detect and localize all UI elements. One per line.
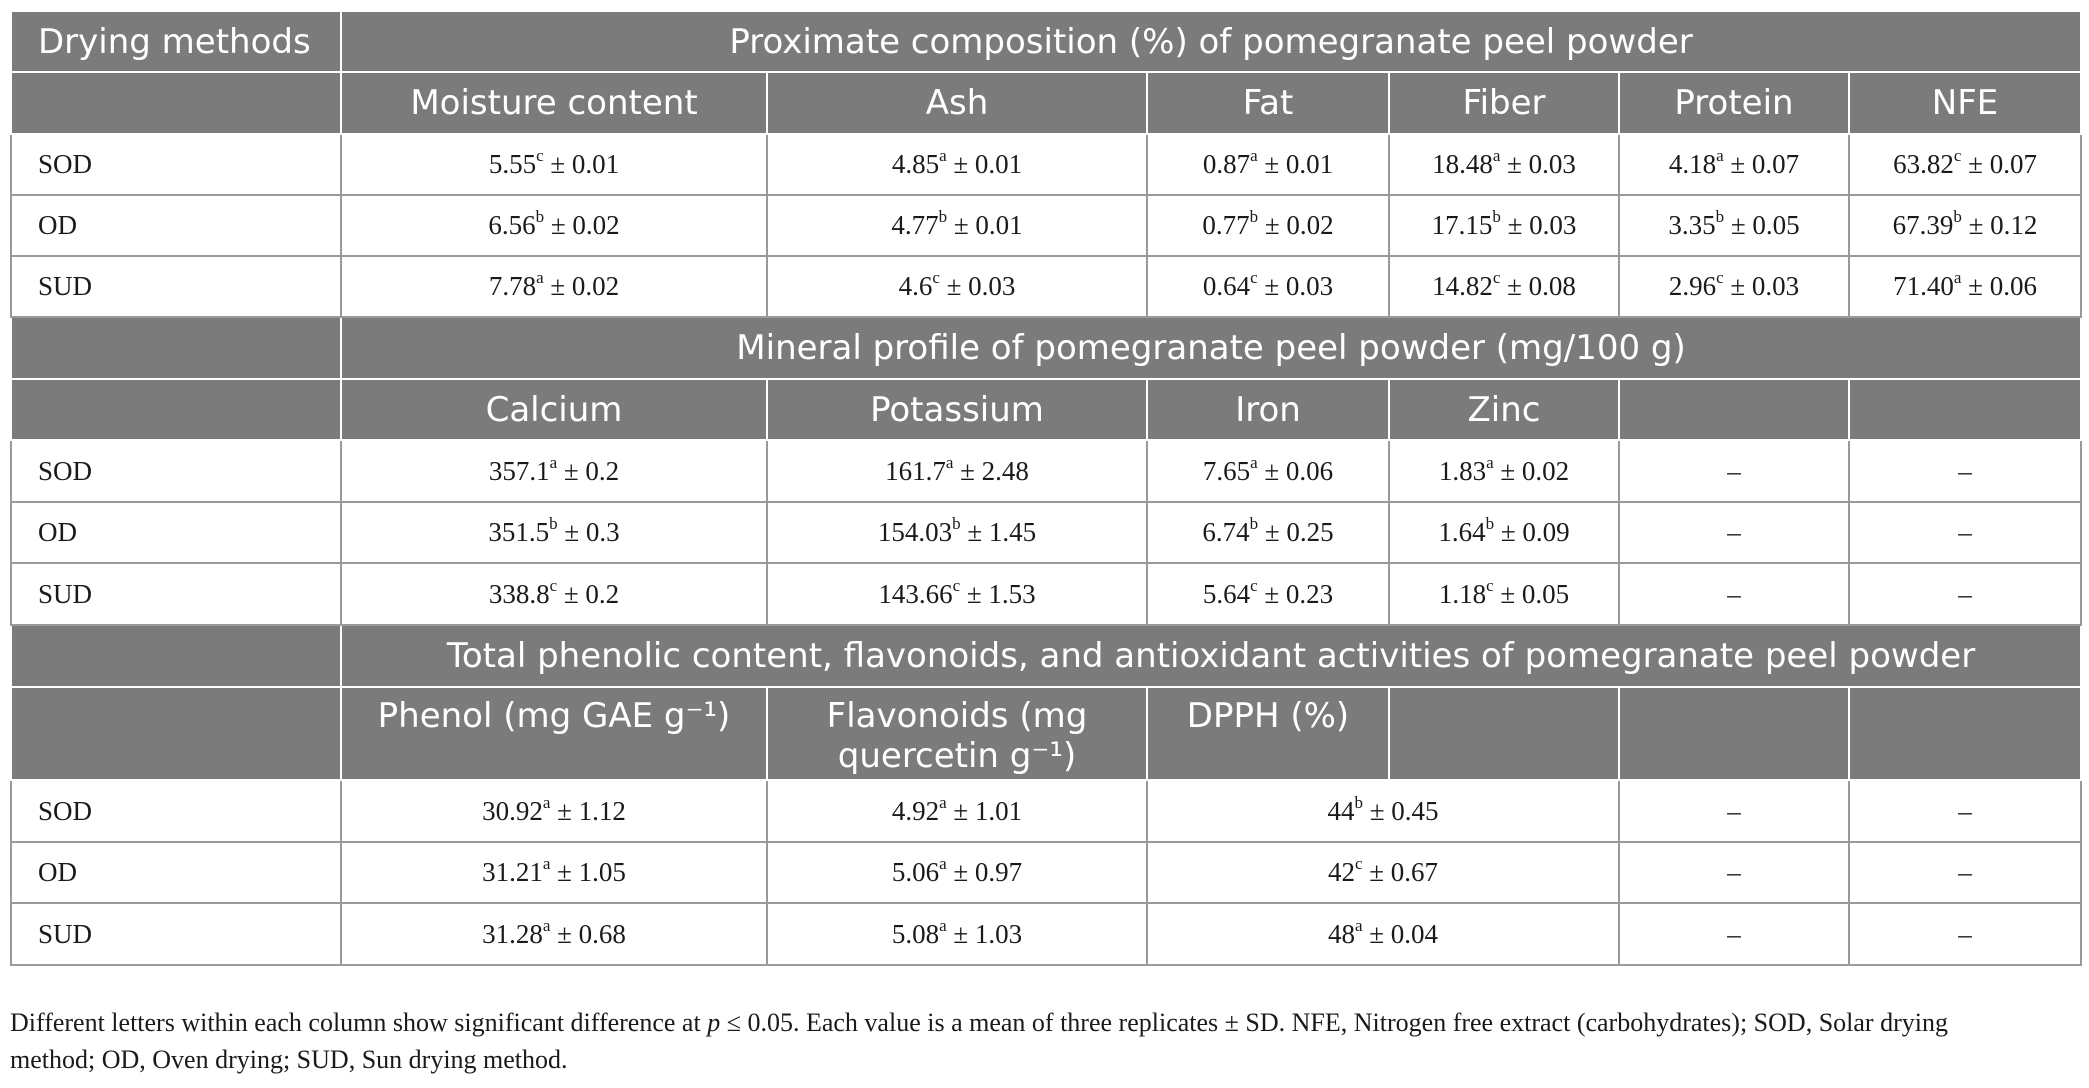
row-label: SOD <box>11 780 341 842</box>
row-label: SUD <box>11 903 341 965</box>
section-3-title-row <box>11 625 2081 687</box>
table-cell: 30.92$^a$ ± 1.12 <box>341 780 767 842</box>
table-cell: – <box>1849 842 2081 903</box>
table-cell: 357.1$^a$ ± 0.2 <box>341 440 767 502</box>
column-header: Protein <box>1619 72 1849 134</box>
table-cell: 71.40$^a$ ± 0.06 <box>1849 256 2081 317</box>
table-cell: – <box>1619 780 1849 842</box>
section-2-blank-header <box>11 379 341 440</box>
col1-header: Drying methods <box>11 11 341 72</box>
table-row <box>11 780 2081 842</box>
table-row <box>11 903 2081 965</box>
table-cell: 5.06$^a$ ± 0.97 <box>767 842 1147 903</box>
table-cell: – <box>1849 440 2081 502</box>
table-cell: 63.82$^c$ ± 0.07 <box>1849 134 2081 195</box>
table-row <box>11 502 2081 563</box>
table-cell: 0.77$^b$ ± 0.02 <box>1147 195 1389 256</box>
section-2-columns-row <box>11 379 2081 440</box>
column-header <box>1849 687 2081 780</box>
table-row <box>11 134 2081 195</box>
column-header: NFE <box>1849 72 2081 134</box>
table-cell: 351.5$^b$ ± 0.3 <box>341 502 767 563</box>
table-cell: 4.18$^a$ ± 0.07 <box>1619 134 1849 195</box>
section-1-blank-header <box>11 72 341 134</box>
table-cell: 5.08$^a$ ± 1.03 <box>767 903 1147 965</box>
data-table <box>10 10 2082 966</box>
table-cell: – <box>1849 780 2081 842</box>
table-cell: 31.21$^a$ ± 1.05 <box>341 842 767 903</box>
table-row <box>11 842 2081 903</box>
column-header: Iron <box>1147 379 1389 440</box>
table-cell: – <box>1619 903 1849 965</box>
section-1-title: Proximate composition (%) of pomegranate peel powder <box>341 11 2081 72</box>
column-header <box>1389 687 1619 780</box>
table-row <box>11 195 2081 256</box>
row-label: OD <box>11 842 341 903</box>
column-header: Moisture content <box>341 72 767 134</box>
table-cell: 338.8$^c$ ± 0.2 <box>341 563 767 625</box>
row-label: SUD <box>11 563 341 625</box>
row-label: OD <box>11 195 341 256</box>
column-header: Potassium <box>767 379 1147 440</box>
table-cell: 0.87$^a$ ± 0.01 <box>1147 134 1389 195</box>
table-cell: 1.83$^a$ ± 0.02 <box>1389 440 1619 502</box>
column-header: Zinc <box>1389 379 1619 440</box>
table-cell: 31.28$^a$ ± 0.68 <box>341 903 767 965</box>
table-cell: 6.56$^b$ ± 0.02 <box>341 195 767 256</box>
column-header: Phenol (mg GAE g⁻¹) <box>341 687 767 780</box>
table-cell: 18.48$^a$ ± 0.03 <box>1389 134 1619 195</box>
table-cell: – <box>1849 903 2081 965</box>
table-cell: 14.82$^c$ ± 0.08 <box>1389 256 1619 317</box>
table-cell: – <box>1849 502 2081 563</box>
row-label: SOD <box>11 134 341 195</box>
data-table-container <box>10 10 2080 966</box>
table-cell: – <box>1619 440 1849 502</box>
column-header <box>1619 379 1849 440</box>
row-label: OD <box>11 502 341 563</box>
section-1-title-row <box>11 11 2081 72</box>
table-cell: 17.15$^b$ ± 0.03 <box>1389 195 1619 256</box>
section-3-title: Total phenolic content, flavonoids, and antioxidant activities of pomegranate peel powder <box>341 625 2081 687</box>
table-cell: 1.18$^c$ ± 0.05 <box>1389 563 1619 625</box>
table-cell: 67.39$^b$ ± 0.12 <box>1849 195 2081 256</box>
row-label: SUD <box>11 256 341 317</box>
table-cell: 4.92$^a$ ± 1.01 <box>767 780 1147 842</box>
section-3-blank-header <box>11 687 341 780</box>
table-cell: 7.78$^a$ ± 0.02 <box>341 256 767 317</box>
table-cell: $44^b \pm 0.45$ <box>1147 780 1619 842</box>
column-header: Fat <box>1147 72 1389 134</box>
table-cell: 2.96$^c$ ± 0.03 <box>1619 256 1849 317</box>
table-cell: 6.74$^b$ ± 0.25 <box>1147 502 1389 563</box>
table-cell: – <box>1619 502 1849 563</box>
footnote-text-a: Different letters within each column show significant difference at <box>10 1008 708 1037</box>
column-header: Flavonoids (mg quercetin g⁻¹) <box>767 687 1147 780</box>
table-row <box>11 256 2081 317</box>
table-cell: 7.65$^a$ ± 0.06 <box>1147 440 1389 502</box>
column-header: Fiber <box>1389 72 1619 134</box>
column-header: DPPH (%) <box>1147 687 1389 780</box>
table-cell: 161.7$^a$ ± 2.48 <box>767 440 1147 502</box>
table-cell: 1.64$^b$ ± 0.09 <box>1389 502 1619 563</box>
table-cell: – <box>1849 563 2081 625</box>
column-header: Calcium <box>341 379 767 440</box>
table-cell: – <box>1619 842 1849 903</box>
section-2-blank-title <box>11 317 341 379</box>
table-footnote <box>10 1004 2080 1078</box>
footnote-p-symbol: p <box>707 1008 721 1037</box>
table-cell: 0.64$^c$ ± 0.03 <box>1147 256 1389 317</box>
table-cell: 3.35$^b$ ± 0.05 <box>1619 195 1849 256</box>
table-cell: 5.55$^c$ ± 0.01 <box>341 134 767 195</box>
section-1-columns-row <box>11 72 2081 134</box>
section-3-columns-row <box>11 687 2081 780</box>
table-row <box>11 563 2081 625</box>
table-cell: 143.66$^c$ ± 1.53 <box>767 563 1147 625</box>
table-cell: 5.64$^c$ ± 0.23 <box>1147 563 1389 625</box>
table-cell: 4.77$^b$ ± 0.01 <box>767 195 1147 256</box>
row-label: SOD <box>11 440 341 502</box>
footnote-text-line2: method; OD, Oven drying; SUD, Sun drying method. <box>10 1045 568 1074</box>
table-cell: $42^c \pm 0.67$ <box>1147 842 1619 903</box>
column-header: Ash <box>767 72 1147 134</box>
table-row <box>11 440 2081 502</box>
table-cell: $48^a \pm 0.04$ <box>1147 903 1619 965</box>
table-cell: 4.6$^c$ ± 0.03 <box>767 256 1147 317</box>
section-2-title: Mineral profile of pomegranate peel powder (mg/100 g) <box>341 317 2081 379</box>
footnote-text-b: ≤ 0.05. Each value is a mean of three replicates ± SD. NFE, Nitrogen free extract (carbohydrates); SOD, Solar drying <box>720 1008 1948 1037</box>
section-3-blank-title <box>11 625 341 687</box>
table-cell: 154.03$^b$ ± 1.45 <box>767 502 1147 563</box>
table-cell: – <box>1619 563 1849 625</box>
table-cell: 4.85$^a$ ± 0.01 <box>767 134 1147 195</box>
column-header <box>1849 379 2081 440</box>
column-header <box>1619 687 1849 780</box>
section-2-title-row <box>11 317 2081 379</box>
